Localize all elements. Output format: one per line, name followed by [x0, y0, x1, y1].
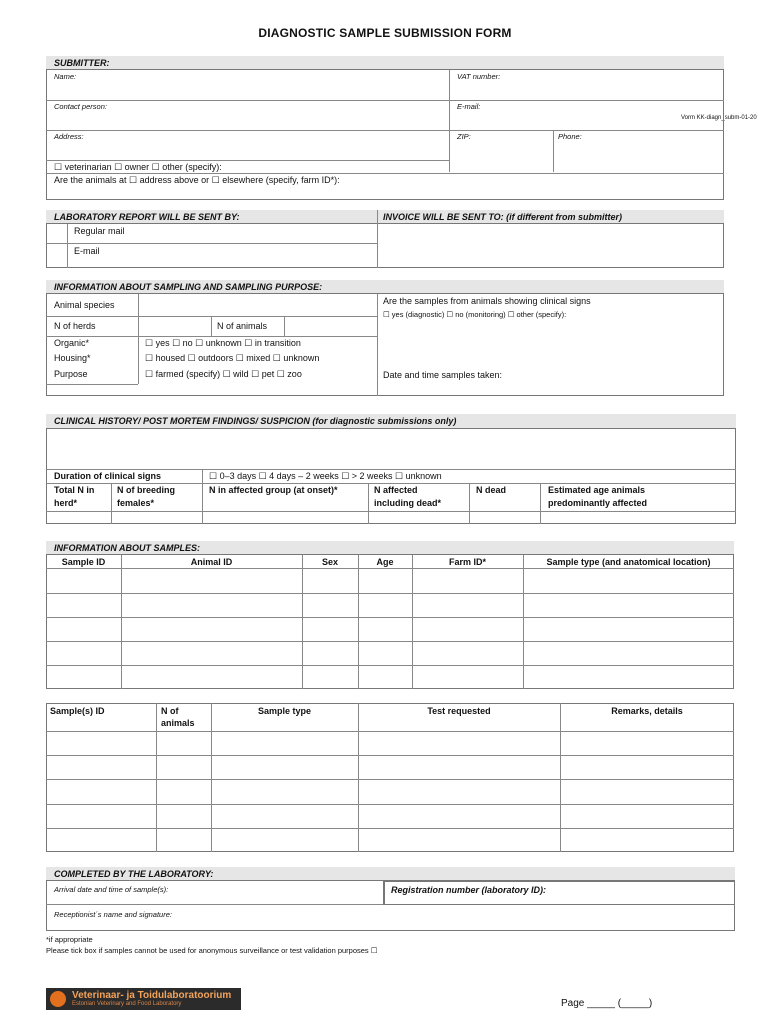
samples-header: INFORMATION ABOUT SAMPLES: — [54, 543, 200, 553]
organic-options[interactable]: ☐ yes ☐ no ☐ unknown ☐ in transition — [145, 338, 301, 348]
duration-label: Duration of clinical signs — [54, 471, 162, 481]
receptionist-label: Receptionist´s name and signature: — [54, 910, 172, 919]
tests-col-n-animals-2: animals — [161, 718, 195, 728]
total-n-label-2: herd* — [54, 498, 78, 508]
sampling-header: INFORMATION ABOUT SAMPLING AND SAMPLING PURPOSE: — [54, 282, 323, 292]
estimated-age-label-1: Estimated age animals — [548, 485, 646, 495]
n-affected-label-1: N affected — [374, 485, 418, 495]
housing-label: Housing* — [54, 353, 91, 363]
clinical-header: CLINICAL HISTORY/ POST MORTEM FINDINGS/ SUSPICION (for diagnostic submissions only) — [54, 416, 457, 426]
n-dead-label: N dead — [476, 485, 507, 495]
submitter-header: SUBMITTER: — [54, 58, 110, 68]
report-header: LABORATORY REPORT WILL BE SENT BY: — [54, 212, 240, 222]
date-time-taken-label: Date and time samples taken: — [383, 370, 503, 380]
purpose-options[interactable]: ☐ farmed (specify) ☐ wild ☐ pet ☐ zoo — [145, 369, 302, 379]
tests-col-remarks: Remarks, details — [611, 706, 683, 716]
animal-location-options[interactable]: Are the animals at ☐ address above or ☐ elsewhere (specify, farm ID*): — [54, 175, 340, 185]
tests-col-sample-type: Sample type — [257, 706, 312, 716]
lab-logo — [46, 988, 241, 1010]
footnote-appropriate: *if appropriate — [46, 935, 93, 944]
purpose-label: Purpose — [54, 369, 88, 379]
tests-col-test-requested: Test requested — [427, 706, 491, 716]
zip-label: ZIP: — [457, 132, 471, 141]
col-age: Age — [376, 557, 394, 567]
col-sample-id: Sample ID — [61, 557, 106, 567]
logo-line-1: Veterinaar- ja Toidulaboratoorium — [72, 990, 232, 1001]
col-farm-id: Farm ID* — [448, 557, 486, 567]
housing-options[interactable]: ☐ housed ☐ outdoors ☐ mixed ☐ unknown — [145, 353, 320, 363]
col-animal-id: Animal ID — [190, 557, 233, 567]
tests-col-sample-ids: Sample(s) ID — [50, 706, 105, 716]
lab-header: COMPLETED BY THE LABORATORY: — [54, 869, 214, 879]
page-title: DIAGNOSTIC SAMPLE SUBMISSION FORM — [258, 26, 512, 40]
name-label: Name: — [54, 72, 77, 81]
breeding-females-label-1: N of breeding — [117, 485, 175, 495]
n-herds-label: N of herds — [54, 321, 96, 331]
clinical-signs-options[interactable]: ☐ yes (diagnostic) ☐ no (monitoring) ☐ other (specify): — [383, 310, 567, 319]
breeding-females-label-2: females* — [117, 498, 155, 508]
email-option[interactable]: E-mail — [74, 246, 100, 256]
tests-col-n-animals-1: N of — [161, 706, 179, 716]
phone-label: Phone: — [558, 132, 582, 141]
duration-options[interactable]: ☐ 0–3 days ☐ 4 days – 2 weeks ☐ > 2 weeks ☐ unknown — [209, 471, 442, 481]
col-sample-type: Sample type (and anatomical location) — [546, 557, 711, 567]
tests-section — [46, 703, 734, 852]
regular-mail-option[interactable]: Regular mail — [74, 226, 125, 236]
submitter-header-bar — [46, 56, 724, 70]
n-animals-label: N of animals — [217, 321, 268, 331]
registration-label: Registration number (laboratory ID): — [391, 885, 547, 895]
submitter-role-options[interactable]: ☐ veterinarian ☐ owner ☐ other (specify): — [54, 162, 222, 172]
estimated-age-label-2: predominantly affected — [548, 498, 648, 508]
vat-label: VAT number: — [457, 72, 501, 81]
contact-person-label: Contact person: — [54, 102, 107, 111]
arrival-label: Arrival date and time of sample(s): — [54, 885, 169, 894]
invoice-header: INVOICE WILL BE SENT TO: (if different from submitter) — [383, 212, 623, 222]
n-affected-label-2: including dead* — [374, 498, 442, 508]
col-sex: Sex — [321, 557, 338, 567]
lab-logo-icon — [50, 991, 66, 1007]
anonymous-use-note[interactable]: Please tick box if samples cannot be used for anonymous surveillance or test validation purposes ☐ — [46, 946, 378, 955]
form-code: Vorm KK-diagn_subm-01-20 — [681, 115, 757, 121]
clinical-signs-question: Are the samples from animals showing clinical signs — [383, 296, 591, 306]
logo-line-2: Estonian Veterinary and Food Laboratory — [72, 1001, 182, 1007]
organic-label: Organic* — [54, 338, 90, 348]
total-n-label-1: Total N in — [54, 485, 95, 495]
page-number: Page _____ (_____) — [561, 998, 653, 1009]
email-label: E-mail: — [457, 102, 481, 111]
affected-group-label: N in affected group (at onset)* — [209, 485, 338, 495]
animal-species-label: Animal species — [54, 300, 115, 310]
address-label: Address: — [54, 132, 84, 141]
